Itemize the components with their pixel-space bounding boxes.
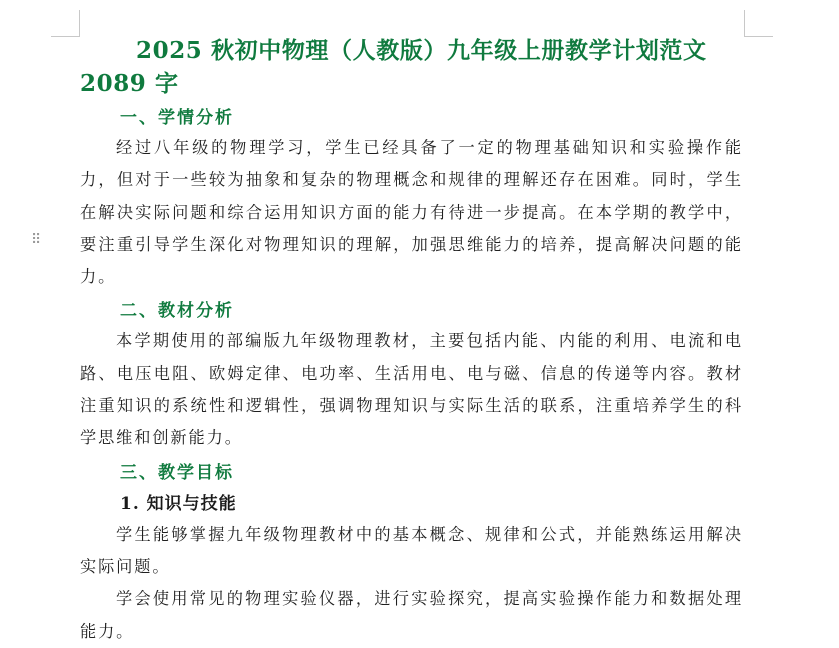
section-teaching-goals — [80, 459, 743, 648]
page-corner-mark-top-right — [744, 10, 773, 37]
drag-handle-icon[interactable]: ⠿ — [31, 232, 41, 248]
document-title: 2025 秋初中物理（人教版）九年级上册教学计划范文 2089 字 — [80, 37, 707, 97]
section-learning-analysis — [80, 104, 743, 293]
paragraph: 学会使用常见的物理实验仪器，进行实验探究，提高实验操作能力和数据处理能力。 — [80, 589, 743, 641]
document-page — [80, 34, 743, 648]
subsection-heading: 1. 知识与技能 — [120, 493, 237, 514]
section-heading: 一、学情分析 — [120, 108, 234, 128]
page-corner-mark-top-left — [51, 10, 80, 37]
section-heading: 三、教学目标 — [120, 462, 234, 483]
paragraph: 经过八年级的物理学习，学生已经具备了一定的物理基础知识和实验操作能力，但对于一些较为抽象和复杂的物理概念和规律的理解还存在困难。同时，学生在解决实际问题和综合运用知识方面的能力有待进一步提高。在本学期的教学中，要注重引导学生深化对物理知识的理解，加强思维能力的培养，提高解决问题的能力。 — [80, 138, 743, 287]
paragraph: 学生能够掌握九年级物理教材中的基本概念、规律和公式，并能熟练运用解决实际问题。 — [80, 524, 743, 576]
section-textbook-analysis — [80, 297, 743, 454]
paragraph: 本学期使用的部编版九年级物理教材，主要包括内能、内能的利用、电流和电路、电压电阻、欧姆定律、电功率、生活用电、电与磁、信息的传递等内容。教材注重知识的系统性和逻辑性，强调物理知识与实际生活的联系，注重培养学生的科学思维和创新能力。 — [80, 331, 743, 448]
section-heading: 二、教材分析 — [120, 301, 234, 322]
